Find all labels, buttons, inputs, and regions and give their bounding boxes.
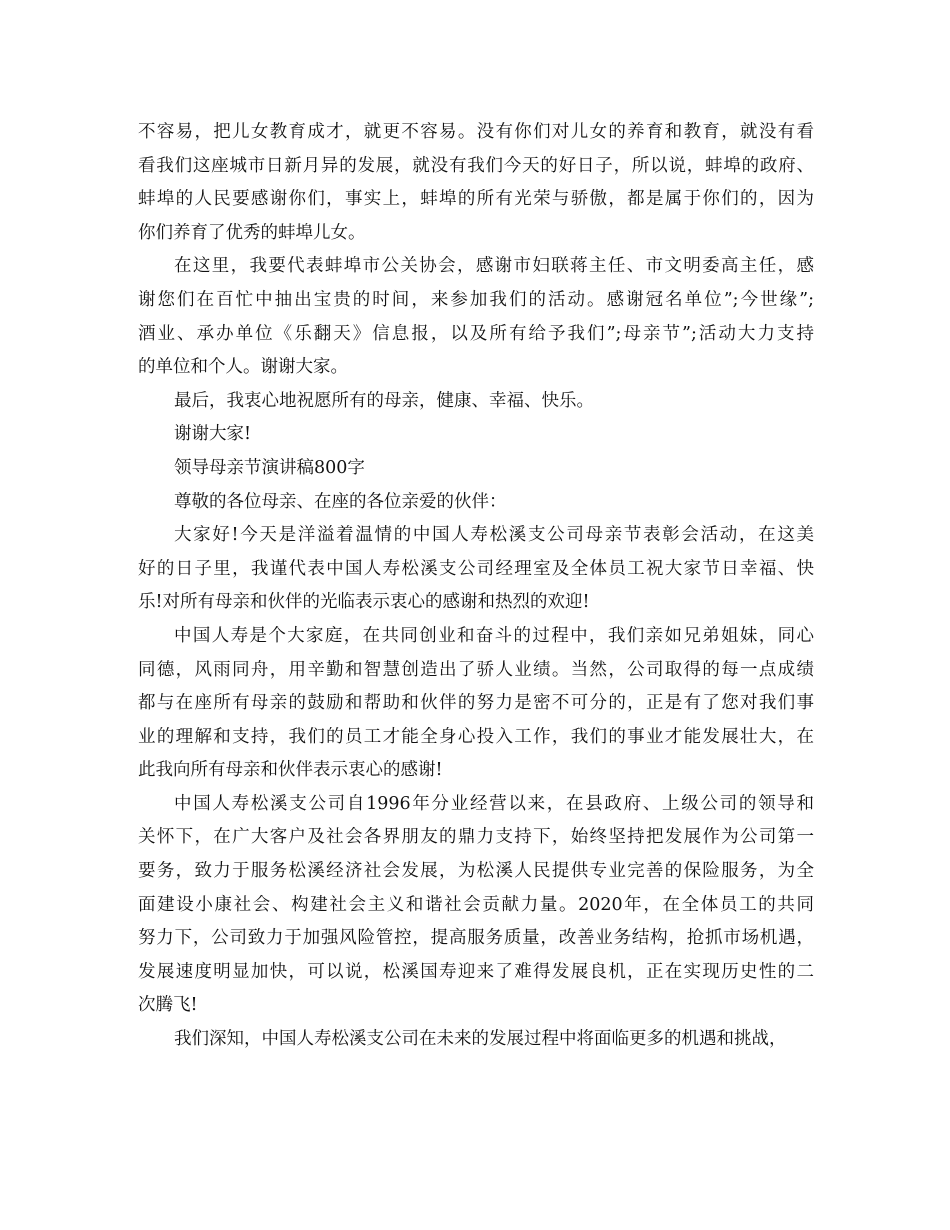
paragraph-p8 xyxy=(138,620,814,788)
text-line: 都与在座所有母亲的鼓励和帮助和伙伴的努力是密不可分的，正是有了您对我们事 xyxy=(138,693,814,714)
paragraph-p10 xyxy=(138,1023,814,1057)
paragraph-p6 xyxy=(138,486,814,520)
text-line: 看我们这座城市日新月异的发展，就没有我们今天的好日子，所以说，蚌埠的政府、 xyxy=(138,155,814,176)
text-line: 大家好!今天是洋溢着温情的中国人寿松溪支公司母亲节表彰会活动，在这美 xyxy=(174,525,814,546)
text-line: 蚌埠的人民要感谢你们，事实上，蚌埠的所有光荣与骄傲，都是属于你们的，因为 xyxy=(138,189,814,210)
text-line: 领导母亲节演讲稿800字 xyxy=(174,457,365,478)
text-line: 中国人寿松溪支公司自1996年分业经营以来，在县政府、上级公司的领导和 xyxy=(174,793,814,814)
text-line: 尊敬的各位母亲、在座的各位亲爱的伙伴： xyxy=(174,491,507,512)
text-line: 最后，我衷心地祝愿所有的母亲，健康、幸福、快乐。 xyxy=(174,390,594,411)
text-line: 谢您们在百忙中抽出宝贵的时间，来参加我们的活动。感谢冠名单位”;今世缘”; xyxy=(138,289,814,310)
text-line: 乐!对所有母亲和伙伴的光临表示衷心的感谢和热烈的欢迎! xyxy=(138,592,590,613)
text-line: 此我向所有母亲和伙伴表示衷心的感谢! xyxy=(138,760,443,781)
paragraph-p9 xyxy=(138,788,814,1023)
text-line: 努力下，公司致力于加强风险管控，提高服务质量，改善业务结构，抢抓市场机遇， xyxy=(138,928,814,949)
paragraph-p3 xyxy=(138,385,814,419)
text-line: 谢谢大家! xyxy=(174,424,252,445)
paragraph-p1 xyxy=(138,116,814,250)
text-line: 业的理解和支持，我们的员工才能全身心投入工作，我们的事业才能发展壮大，在 xyxy=(138,726,814,747)
paragraph-p4 xyxy=(138,418,814,452)
text-line: 面建设小康社会、构建社会主义和谐社会贡献力量。2020年，在全体员工的共同 xyxy=(138,894,814,915)
text-line: 关怀下，在广大客户及社会各界朋友的鼎力支持下，始终坚持把发展作为公司第一 xyxy=(138,827,814,848)
text-line: 中国人寿是个大家庭，在共同创业和奋斗的过程中，我们亲如兄弟姐妹，同心 xyxy=(174,625,814,646)
document-page xyxy=(138,116,814,1057)
text-line: 在这里，我要代表蚌埠市公关协会，感谢市妇联蒋主任、市文明委高主任，感 xyxy=(174,256,814,277)
paragraph-p2 xyxy=(138,250,814,384)
text-line: 的单位和个人。谢谢大家。 xyxy=(138,357,348,378)
text-line: 不容易，把儿女教育成才，就更不容易。没有你们对儿女的养育和教育，就没有看 xyxy=(138,122,814,142)
text-line: 次腾飞! xyxy=(138,995,198,1016)
text-line: 好的日子里，我谨代表中国人寿松溪支公司经理室及全体员工祝大家节日幸福、快 xyxy=(138,558,814,579)
text-line: 我们深知，中国人寿松溪支公司在未来的发展过程中将面临更多的机遇和挑战， xyxy=(174,1029,787,1050)
text-line: 酒业、承办单位《乐翻天》信息报，以及所有给予我们”;母亲节”;活动大力支持 xyxy=(138,323,814,344)
text-line: 要务，致力于服务松溪经济社会发展，为松溪人民提供专业完善的保险服务，为全 xyxy=(138,861,814,882)
paragraph-p7 xyxy=(138,519,814,620)
text-line: 发展速度明显加快，可以说，松溪国寿迎来了难得发展良机，正在实现历史性的二 xyxy=(138,961,814,982)
text-line: 同德，风雨同舟，用辛勤和智慧创造出了骄人业绩。当然，公司取得的每一点成绩 xyxy=(138,659,814,680)
paragraph-p5 xyxy=(138,452,814,486)
text-line: 你们养育了优秀的蚌埠儿女。 xyxy=(138,222,366,243)
